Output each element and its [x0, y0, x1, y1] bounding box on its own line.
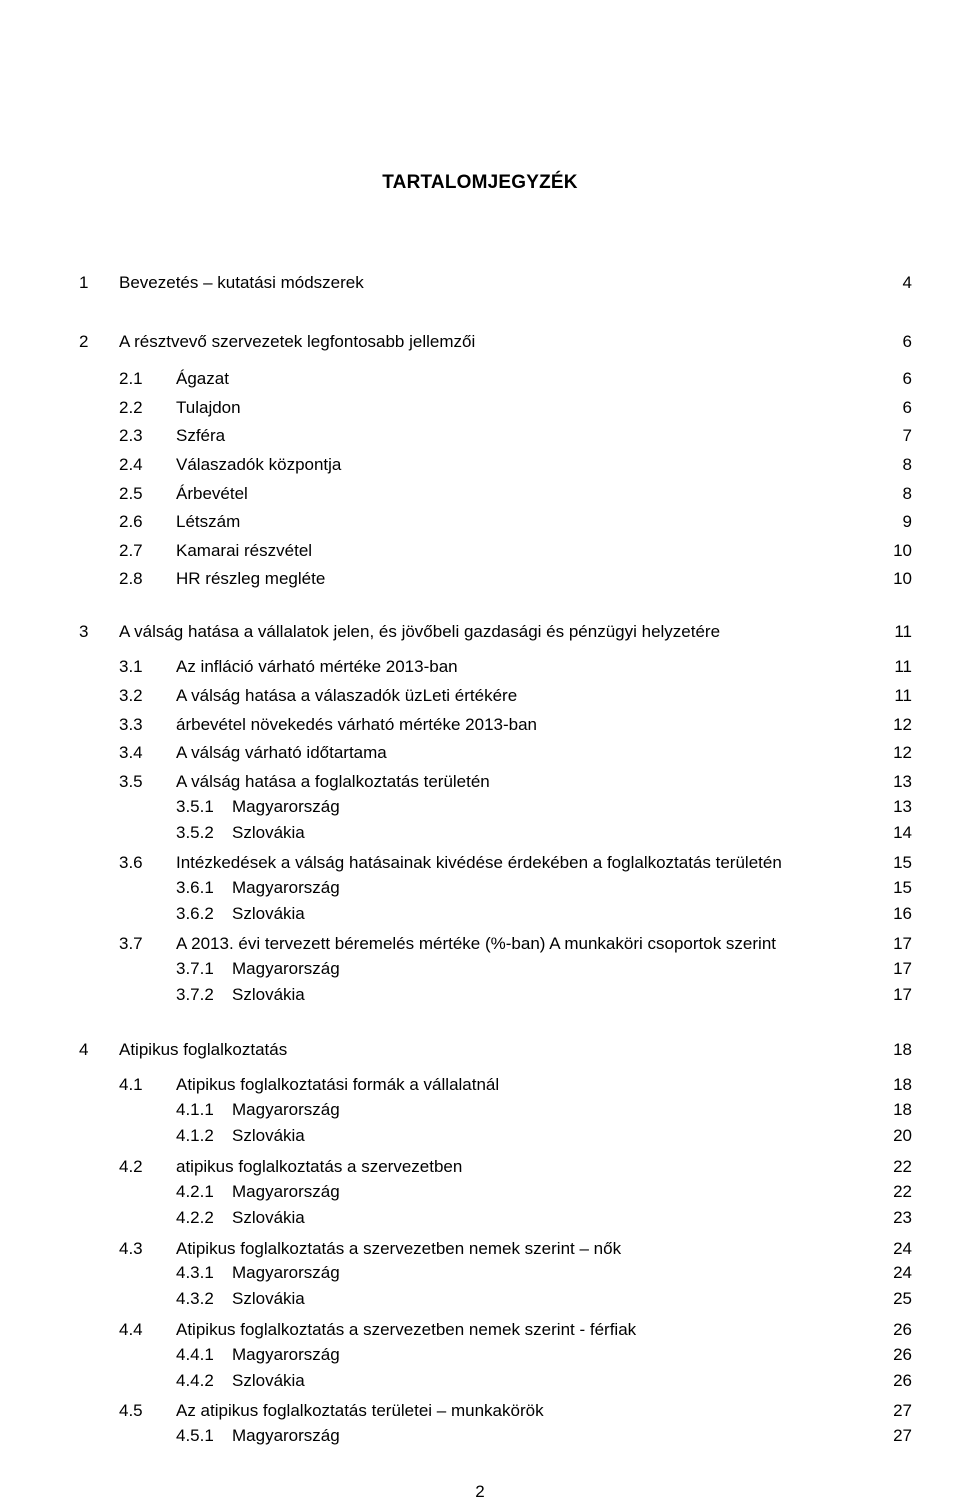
toc-entry-title: Magyarország — [232, 959, 340, 978]
toc-entry — [0, 1181, 960, 1203]
toc-entry-number: 4.1 — [119, 1075, 143, 1094]
toc-entry — [0, 511, 960, 533]
toc-entry-title: Az infláció várható mértéke 2013-ban — [176, 657, 458, 676]
toc-entry-page: 4 — [902, 273, 912, 292]
toc-entry-page: 6 — [902, 398, 912, 417]
toc-entry-page: 17 — [893, 985, 912, 1004]
toc-entry-title: Kamarai részvétel — [176, 541, 313, 560]
toc-entry-page: 22 — [893, 1157, 912, 1176]
toc-entry — [0, 1400, 960, 1422]
toc-entry-title: A válság hatása a válaszadók üzLeti értékére — [176, 686, 518, 705]
toc-entry — [0, 1288, 960, 1310]
toc-entry — [0, 1039, 960, 1061]
toc-entry — [0, 771, 960, 793]
toc-entry — [0, 483, 960, 505]
toc-entry-number: 2.1 — [119, 369, 143, 388]
toc-entry-page: 11 — [894, 622, 912, 641]
toc-entry — [0, 368, 960, 390]
toc-entry-page: 22 — [893, 1182, 912, 1201]
toc-entry-title: Tulajdon — [176, 398, 241, 417]
toc-entry-title: Szlovákia — [232, 1371, 305, 1390]
toc-entry-number: 2.7 — [119, 541, 143, 560]
toc-entry-page: 24 — [893, 1239, 912, 1258]
toc-entry — [0, 852, 960, 874]
toc-entry-page: 27 — [893, 1401, 912, 1420]
toc-entry — [0, 1156, 960, 1178]
toc-entry-page: 10 — [893, 569, 912, 588]
toc-entry-page: 26 — [893, 1371, 912, 1390]
toc-entry-number: 4 — [79, 1040, 89, 1059]
toc-entry — [0, 454, 960, 476]
toc-entry-title: Atipikus foglalkoztatás — [119, 1040, 288, 1059]
toc-entry-page: 17 — [893, 959, 912, 978]
toc-entry — [0, 1425, 960, 1447]
toc-entry — [0, 1319, 960, 1341]
toc-entry-page: 10 — [893, 541, 912, 560]
toc-entry-number: 2.6 — [119, 512, 143, 531]
toc-entry-title: Magyarország — [232, 797, 340, 816]
toc-entry — [0, 656, 960, 678]
toc-entry — [0, 877, 960, 899]
toc-entry-page: 12 — [893, 743, 912, 762]
toc-entry-number: 3.1 — [119, 657, 143, 676]
toc-entry-number: 3 — [79, 622, 89, 641]
toc-entry-title: A válság várható időtartama — [176, 743, 387, 762]
toc-entry-number: 3.7.2 — [176, 985, 214, 1004]
toc-entry — [0, 1370, 960, 1392]
toc-entry-title: Ágazat — [176, 369, 229, 388]
toc-entry-title: Válaszadók központja — [176, 455, 342, 474]
toc-entry-number: 4.4.2 — [176, 1371, 214, 1390]
toc-entry-number: 2.5 — [119, 484, 143, 503]
toc-entry-title: Létszám — [176, 512, 241, 531]
toc-entry-page: 7 — [902, 426, 912, 445]
toc-entry — [0, 621, 960, 643]
toc-entry-title: Szféra — [176, 426, 226, 445]
toc-entry-number: 4.2 — [119, 1157, 143, 1176]
toc-entry-title: Atipikus foglalkoztatás a szervezetben nemek szerint - férfiak — [176, 1320, 637, 1339]
toc-entry-number: 2.2 — [119, 398, 143, 417]
toc-entry — [0, 331, 960, 353]
toc-entry-title: A válság hatása a foglalkoztatás területén — [176, 772, 490, 791]
toc-entry-title: Magyarország — [232, 1345, 340, 1364]
toc-entry-title: Szlovákia — [232, 1126, 305, 1145]
toc-entry-title: Magyarország — [232, 1263, 340, 1282]
toc-entry-number: 3.3 — [119, 715, 143, 734]
toc-entry — [0, 540, 960, 562]
toc-entry-title: Szlovákia — [232, 904, 305, 923]
toc-entry-title: Szlovákia — [232, 985, 305, 1004]
toc-entry — [0, 397, 960, 419]
toc-entry-title: Magyarország — [232, 1426, 340, 1445]
toc-entry-number: 4.2.1 — [176, 1182, 214, 1201]
toc-entry — [0, 1125, 960, 1147]
toc-entry-page: 26 — [893, 1345, 912, 1364]
toc-entry — [0, 1344, 960, 1366]
toc-entry-title: Magyarország — [232, 1182, 340, 1201]
page-title: TARTALOMJEGYZÉK — [382, 172, 578, 193]
toc-entry-title: A válság hatása a vállalatok jelen, és jövőbeli gazdasági és pénzügyi helyzetére — [119, 622, 721, 641]
toc-entry — [0, 1238, 960, 1260]
toc-entry-title: Szlovákia — [232, 1289, 305, 1308]
toc-entry-page: 6 — [902, 369, 912, 388]
toc-entry-number: 4.3 — [119, 1239, 143, 1258]
toc-entry-page: 8 — [902, 484, 912, 503]
toc-entry-page: 13 — [893, 797, 912, 816]
toc-entry-number: 3.4 — [119, 743, 143, 762]
toc-entry — [0, 1262, 960, 1284]
toc-entry — [0, 1207, 960, 1229]
toc-entry-page: 23 — [893, 1208, 912, 1227]
toc-entry-number: 3.2 — [119, 686, 143, 705]
toc-entry-number: 3.7 — [119, 934, 143, 953]
toc-entry-page: 8 — [902, 455, 912, 474]
toc-entry-page: 20 — [893, 1126, 912, 1145]
toc-entry-number: 2 — [79, 332, 89, 351]
toc-entry-page: 18 — [893, 1075, 912, 1094]
toc-entry-title: árbevétel növekedés várható mértéke 2013-ban — [176, 715, 538, 734]
toc-entry-page: 17 — [893, 934, 912, 953]
toc-entry-title: Magyarország — [232, 878, 340, 897]
toc-entry-number: 4.3.2 — [176, 1289, 214, 1308]
toc-entry-page: 26 — [893, 1320, 912, 1339]
toc-entry — [0, 425, 960, 447]
toc-entry — [0, 568, 960, 590]
toc-entry-title: Atipikus foglalkoztatási formák a vállalatnál — [176, 1075, 500, 1094]
toc-entry-page: 6 — [902, 332, 912, 351]
toc-entry-title: Szlovákia — [232, 823, 305, 842]
toc-entry-number: 4.5 — [119, 1401, 143, 1420]
toc-entry-number: 4.5.1 — [176, 1426, 214, 1445]
toc-entry-page: 15 — [893, 853, 912, 872]
toc-entry — [0, 1099, 960, 1121]
toc-entry-page: 18 — [893, 1040, 912, 1059]
toc-entry-title: A 2013. évi tervezett béremelés mértéke (%-ban) A munkaköri csoportok szerint — [176, 934, 776, 953]
toc-entry-number: 4.4.1 — [176, 1345, 214, 1364]
toc-entry — [0, 958, 960, 980]
toc-entry-number: 3.6.2 — [176, 904, 214, 923]
toc-entry-page: 14 — [893, 823, 912, 842]
toc-entry-number: 2.4 — [119, 455, 143, 474]
toc-entry-page: 13 — [893, 772, 912, 791]
toc-entry-page: 18 — [893, 1100, 912, 1119]
toc-entry-number: 3.6 — [119, 853, 143, 872]
toc-entry-number: 4.3.1 — [176, 1263, 214, 1282]
toc-entry-number: 2.8 — [119, 569, 143, 588]
toc-entry-page: 27 — [893, 1426, 912, 1445]
toc-entry-number: 3.6.1 — [176, 878, 214, 897]
toc-entry-number: 4.1.2 — [176, 1126, 214, 1145]
toc-entry-page: 15 — [893, 878, 912, 897]
toc-entry-title: Bevezetés – kutatási módszerek — [119, 273, 364, 292]
toc-entry-number: 1 — [79, 273, 89, 292]
toc-entry-number: 4.1.1 — [176, 1100, 214, 1119]
toc-entry-title: Atipikus foglalkoztatás a szervezetben nemek szerint – nők — [176, 1239, 622, 1258]
toc-entry-page: 9 — [902, 512, 912, 531]
toc-entry-title: HR részleg megléte — [176, 569, 326, 588]
toc-entry-title: Az atipikus foglalkoztatás területei – munkakörök — [176, 1401, 544, 1420]
toc-entry-number: 3.7.1 — [176, 959, 214, 978]
toc-entry-number: 3.5 — [119, 772, 143, 791]
toc-entry-title: A résztvevő szervezetek legfontosabb jellemzői — [119, 332, 476, 351]
toc-entry-page: 11 — [894, 686, 912, 705]
toc-entry-number: 4.2.2 — [176, 1208, 214, 1227]
toc-entry-page: 12 — [893, 715, 912, 734]
toc-entry-number: 2.3 — [119, 426, 143, 445]
toc-entry — [0, 1074, 960, 1096]
toc-entry-title: Árbevétel — [176, 484, 248, 503]
toc-entry-number: 3.5.2 — [176, 823, 214, 842]
toc-entry — [0, 822, 960, 844]
toc-entry — [0, 933, 960, 955]
toc-entry-page: 25 — [893, 1289, 912, 1308]
toc-entry — [0, 272, 960, 294]
toc-entry — [0, 714, 960, 736]
toc-entry — [0, 903, 960, 925]
toc-entry — [0, 742, 960, 764]
toc-entry-number: 3.5.1 — [176, 797, 214, 816]
page-number: 2 — [475, 1482, 485, 1501]
toc-entry — [0, 685, 960, 707]
toc-entry-title: Intézkedések a válság hatásainak kivédése érdekében a foglalkoztatás területén — [176, 853, 782, 872]
toc-entry-page: 11 — [894, 657, 912, 676]
toc-entry-page: 24 — [893, 1263, 912, 1282]
toc-entry-title: atipikus foglalkoztatás a szervezetben — [176, 1157, 463, 1176]
toc-entry-title: Szlovákia — [232, 1208, 305, 1227]
toc-entry — [0, 796, 960, 818]
toc-entry — [0, 984, 960, 1006]
toc-entry-number: 4.4 — [119, 1320, 143, 1339]
toc-entry-page: 16 — [893, 904, 912, 923]
toc-entry-title: Magyarország — [232, 1100, 340, 1119]
